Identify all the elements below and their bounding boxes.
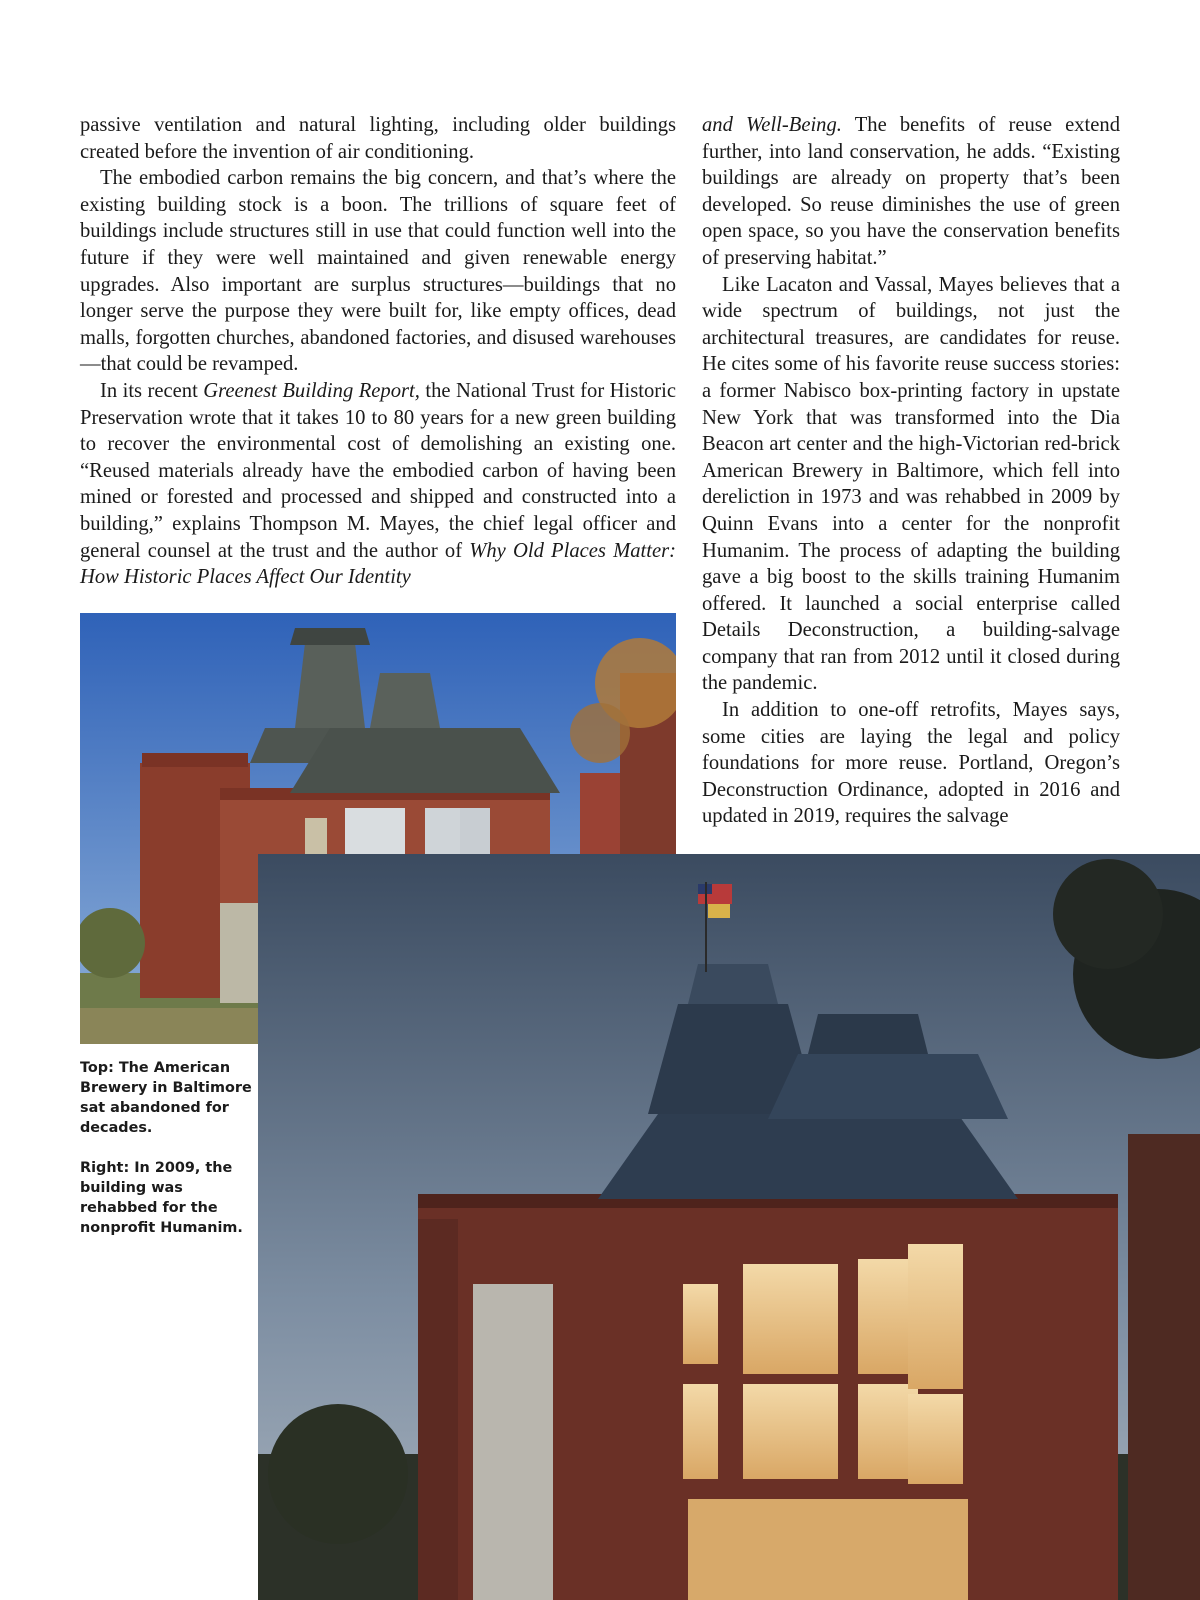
caption-top: Top: The American Brewery in Baltimore sat abandoned for decades. xyxy=(80,1060,252,1136)
paragraph: Like Lacaton and Vassal, Mayes believes that a wide spectrum of buildings, not just the architectural treasures, are candidates for reuse. He cites some of his favorite reuse success stories: a former Nabisco box-printing factory in upstate New York that was transformed into the Dia Beacon art center and the high-Victorian red-brick American Brewery in Baltimore, which fell into dereliction in 1973 and was rehabbed in 2009 by Quinn Evans into a center for the nonprofit Humanim. The process of adapting the building gave a big boost to the skills training Humanim offered. It launched a social enterprise called Details Deconstruction, a building-salvage company that ran from 2012 until it closed during the pandemic. xyxy=(702,273,1120,695)
caption-right: Right: In 2009, the building was rehabbed for the nonprofit Humanim. xyxy=(80,1160,243,1236)
paragraph: passive ventilation and natural lighting, including older buildings created before the invention of air conditioning. xyxy=(80,114,676,163)
paragraph xyxy=(702,112,1120,272)
book-title-continued: and Well-Being. xyxy=(702,114,842,136)
paragraph: In addition to one-off retrofits, Mayes says, some cities are laying the legal and policy foundations for more reuse. Portland, Oregon’s Deconstruction Ordinance, adopted in 2016 and updated in 2019, requires the salvage xyxy=(702,699,1120,828)
paragraph: The embodied carbon remains the big concern, and that’s where the existing building stock is a boon. The trillions of square feet of buildings include structures still in use that could function well into the future if they were well maintained and given renewable energy upgrades. Also important are surplus structures—buildings that no longer serve the purpose they were built for, like empty offices, dead malls, forgotten churches, abandoned factories, and disused warehouses—that could be revamped. xyxy=(80,167,676,376)
report-title: Greenest Building Report, xyxy=(203,379,420,402)
text-run: In its recent xyxy=(100,379,204,402)
article-column-right xyxy=(702,112,1120,830)
text-run: The benefits of reuse extend further, into land conservation, he adds. “Existing buildings are already on property that’s been developed. So reuse diminishes the use of green open space, so you have the conservation benefits of preserving habitat.” xyxy=(702,114,1120,269)
article-column-left xyxy=(80,112,676,591)
rehabbed-brewery-photo xyxy=(258,854,1200,1600)
photo-caption xyxy=(80,1058,256,1258)
paragraph xyxy=(80,378,676,591)
text-run: the National Trust for Historic Preservation wrote that it takes 10 to 80 years for a new green building to recover the environmental cost of demolishing an existing one. “Reused materials already have the embodied carbon of having been mined or forested and processed and shipped and constructed into a building,” explains Thompson M. Mayes, the chief legal officer and general counsel at the trust and the author of xyxy=(80,379,676,562)
book-title: Why Old Places Matter: How Historic Places Affect Our Identity xyxy=(80,539,676,589)
